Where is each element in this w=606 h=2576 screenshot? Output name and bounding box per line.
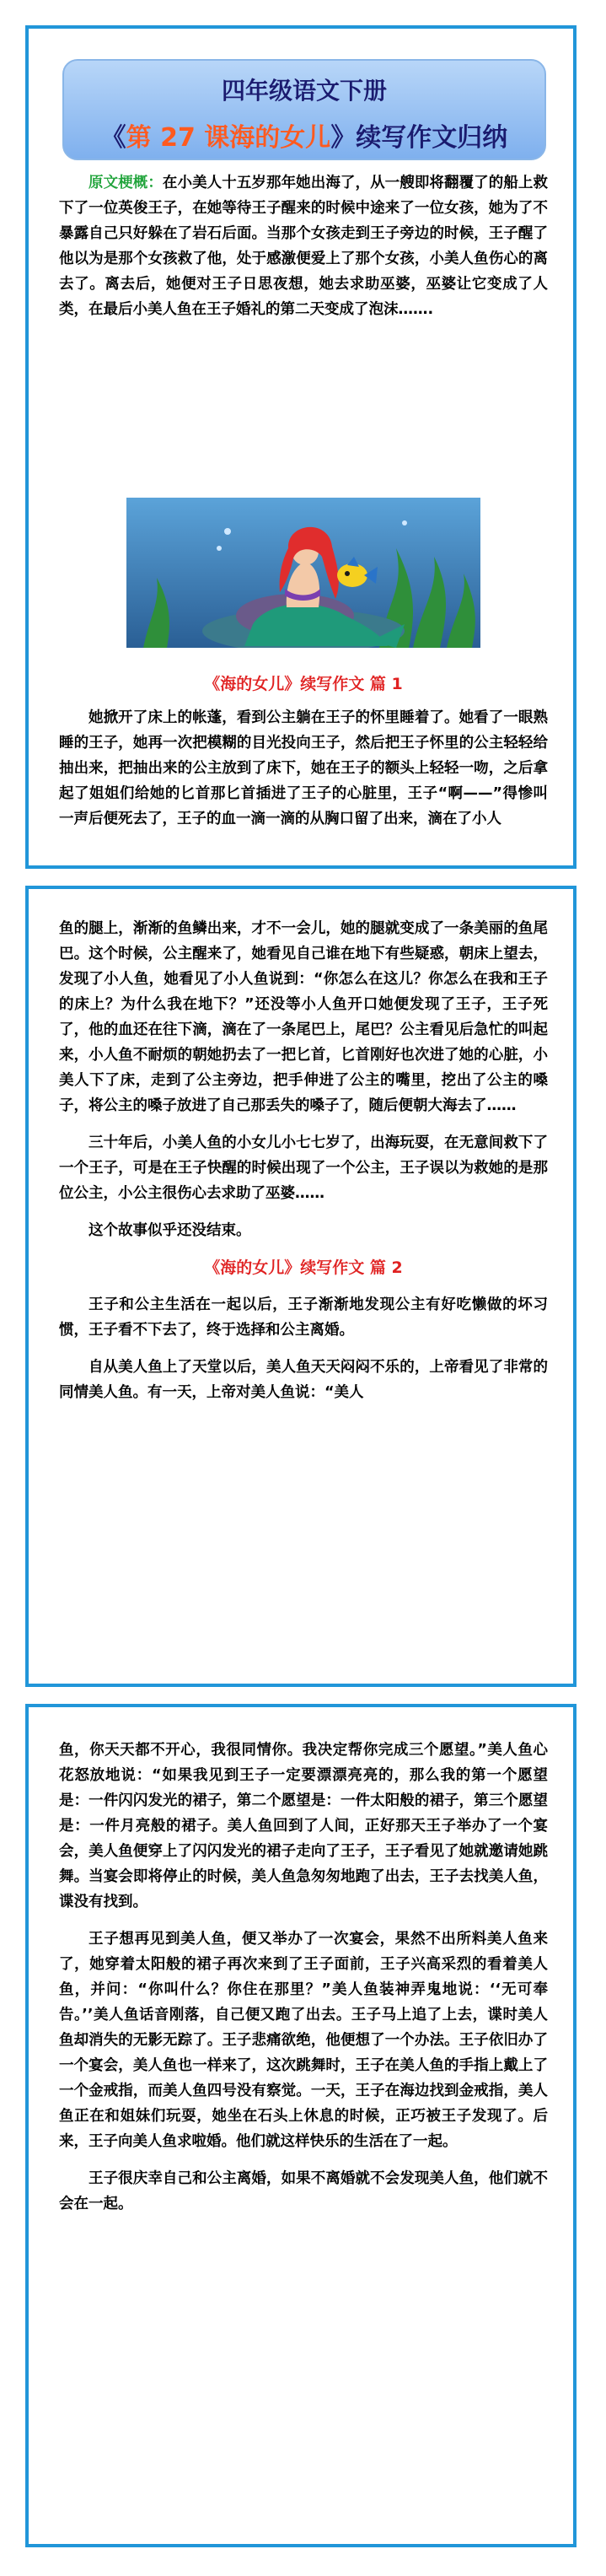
title-prefix: 《 (100, 123, 126, 153)
essay2-heading: 《海的女儿》续写作文 篇 2 (204, 1258, 403, 1277)
essay2-paragraph-2-end: 鱼，你天天都不开心，我很同情你。我决定帮你完成三个愿望。”美人鱼心花怒放地说：“如果我见到王子一定要漂漂亮亮的，那么我的第一个愿望是：一件闪闪发光的裙子，第二个愿望是：一件太阳般的裙子，第三个愿望是：一件月亮般的裙子。美人鱼回到了人间，正好那天王子举办了一个宴会，美人鱼便穿上了闪闪发光的裙子走向了王子，王子看见了她就邀请她跳舞。当宴会即将停止的时候，美人鱼急匆匆地跑了出去，王子去找美人鱼，谍没有找到。 (59, 1742, 548, 1910)
essay2-continued-block (59, 1738, 548, 2217)
essay1-paragraph-2: 三十年后，小美人鱼的小女儿小七七岁了，出海玩耍，在无意间救下了一个王子，可是在王子快醒的时候出现了一个公主，王子误以为救她的是那位公主，小公主很伤心去求助了巫婆…… (59, 1134, 548, 1202)
article-card-1 (25, 25, 577, 869)
title-suffix: 》续写作文归纳 (330, 123, 508, 153)
summary-block (59, 170, 548, 322)
essay1-paragraph-1-start: 她掀开了床上的帐蓬，看到公主躺在王子的怀里睡着了。她看了一眼熟睡的王子，她再一次把模糊的目光投向王子，然后把王子怀里的公主轻轻给抽出来，把抽出来的公主放到了床下，她在王子的额头上轻轻一吻，之后拿起了姐姐们给她的匕首那匕首插进了王子的心脏里，王子“啊——”得惨叫一声后便死去了，王子的血一滴一滴的从胸口留了出来，滴在了小人 (59, 709, 548, 827)
essay2-paragraph-3: 王子想再见到美人鱼，便又举办了一次宴会，果然不出所料美人鱼来了，她穿着太阳般的裙子再次来到了王子面前，王子兴高采烈的看着美人鱼，并问：“你叫什么？你住在那里？”美人鱼装神弄鬼地说：‘‘无可奉告。’’美人鱼话音刚落，自己便又跑了出去。王子马上追了上去，谍时美人鱼却消失的无影无踪了。王子悲痛欲绝，他便想了一个办法。王子依旧办了一个宴会，美人鱼也一样来了，这次跳舞时，王子在美人鱼的手指上戴上了一个金戒指，而美人鱼四号没有察觉。一天，王子在海边找到金戒指，美人鱼正在和姐妹们玩耍，她坐在石头上休息的时候，正巧被王子发现了。后来，王子向美人鱼求啦婚。他们就这样快乐的生活在了一起。 (59, 1931, 548, 2150)
title-grade-line: 四年级语文下册 (221, 77, 387, 105)
essay2-paragraph-2-start: 自从美人鱼上了天堂以后，美人鱼天天闷闷不乐的，上帝看见了非常的同情美人鱼。有一天，上帝对美人鱼说：“美人 (59, 1359, 548, 1401)
title-lesson-highlight: 第 27 课海的女儿 (126, 123, 331, 153)
essay1-heading: 《海的女儿》续写作文 篇 1 (204, 675, 403, 693)
title-lesson-line (64, 116, 544, 154)
article-card-3 (25, 1704, 577, 2547)
essay1-continued-block (59, 916, 548, 1405)
essay2-paragraph-4: 王子很庆幸自己和公主离婚，如果不离婚就不会发现美人鱼，他们就不会在一起。 (59, 2170, 548, 2212)
essay1-part1-block (59, 671, 548, 832)
essay2-paragraph-1: 王子和公主生活在一起以后，王子渐渐地发现公主有好吃懒做的坏习惯，王子看不下去了，终于选择和公主离婚。 (59, 1296, 548, 1339)
summary-paragraph (59, 170, 548, 322)
article-card-2 (25, 886, 577, 1687)
summary-text: 在小美人十五岁那年她出海了，从一艘即将翻覆了的船上救下了一位英俊王子，在她等待王子醒来的时候中途来了一位女孩，她为了不暴露自己只好躲在了岩石后面。当那个女孩走到王子旁边的时候，王子醒了他以为是那个女孩救了他，处于感激便爱上了那个女孩，小美人鱼伤心的离去了。离去后，她便对王子日思夜想，她去求助巫婆，巫婆让它变成了人类，在最后小美人鱼在王子婚礼的第二天变成了泡沫……. (59, 175, 549, 318)
essay1-paragraph-3: 这个故事似乎还没结束。 (88, 1222, 251, 1239)
title-banner (62, 59, 546, 160)
little-mermaid-illustration-svg (126, 498, 480, 648)
summary-label: 原文梗概： (88, 175, 163, 191)
essay1-paragraph-1-end: 鱼的腿上，渐渐的鱼鳞出来，才不一会儿，她的腿就变成了一条美丽的鱼尾巴。这个时候，公主醒来了，她看见自己谁在地下有些疑惑，朝床上望去，发现了小人鱼，她看见了小人鱼说到：“你怎么在这儿？你怎么在我和王子的床上？为什么我在地下？”还没等小人鱼开口她便发现了王子，王子死了，他的血还在往下滴，滴在了一条尾巴上，尾巴？公主看见后急忙的叫起来，小人鱼不耐烦的朝她扔去了一把匕首，匕首刚好也次进了她的心脏，小美人下了床，走到了公主旁边，把手伸进了公主的嘴里，挖出了公主的嗓子，将公主的嗓子放进了自己那丢失的嗓子了，随后便朝大海去了…… (59, 920, 548, 1114)
little-mermaid-illustration (126, 498, 480, 648)
